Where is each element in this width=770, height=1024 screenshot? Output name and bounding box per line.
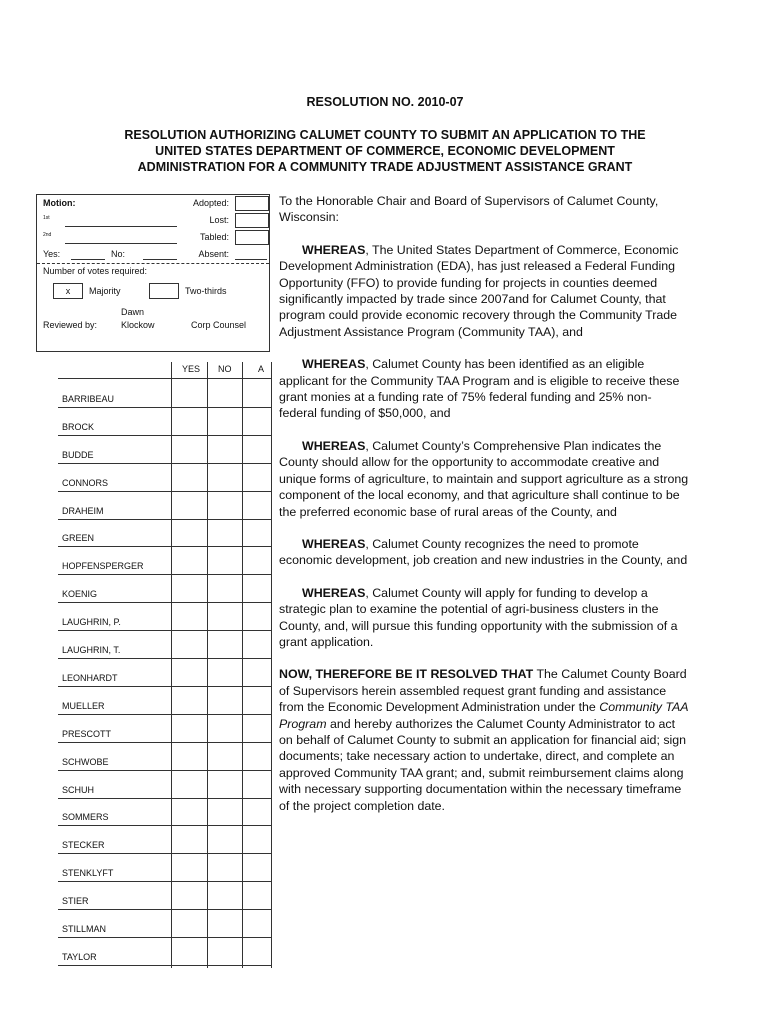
member-name: SCHWOBE — [62, 756, 109, 767]
row-rule — [58, 714, 272, 715]
row-rule — [58, 770, 272, 771]
row-rule — [58, 909, 272, 910]
member-name: KOENIG — [62, 589, 98, 600]
member-name: HOPFENSPERGER — [62, 561, 144, 572]
row-rule — [58, 574, 272, 575]
adopted-checkbox[interactable] — [235, 196, 269, 211]
whereas-paragraph-1: WHEREAS, The United States Department of Commerce, Economic Development Administration (EDA), has just released a Federal Funding Opportunity (FFO) to provide funding for projects in counties deemed significantly impacted by trade since 2007and for Calumet County, that program could provide economic recovery through the Community Trade Adjustment Assistance Program (Community TAA), and — [279, 242, 679, 339]
row-rule — [58, 658, 272, 659]
majority-checkbox[interactable]: x — [53, 283, 83, 299]
row-rule — [58, 881, 272, 882]
row-rule — [58, 686, 272, 687]
yes-label: Yes: — [43, 249, 61, 259]
member-name: DRAHEIM — [62, 505, 104, 516]
row-rule — [58, 742, 272, 743]
first-label: 1st — [43, 215, 50, 221]
vote-table — [58, 362, 272, 968]
row-rule — [58, 463, 272, 464]
two-thirds-label: Two-thirds — [185, 286, 227, 296]
column-divider — [242, 362, 243, 968]
member-name: GREEN — [62, 533, 95, 544]
whereas-paragraph-3: WHEREAS, Calumet County’s Comprehensive Plan indicates the County should allow for the opportunity to accommodate creative and unique forms of agriculture, to maintain and support agriculture as a strong component of the local economy, and that agriculture shall continue to be the preferred economic base of rural areas of the County, and — [279, 438, 689, 519]
member-name: CONNORS — [62, 477, 109, 488]
tabled-label: Tabled: — [199, 232, 229, 242]
member-name: LAUGHRIN, P. — [62, 617, 121, 628]
two-thirds-checkbox[interactable] — [149, 283, 179, 299]
member-name: STENKLYFT — [62, 868, 114, 879]
member-name: LAUGHRIN, T. — [62, 645, 121, 655]
member-name: STECKER — [62, 840, 105, 851]
row-rule — [58, 519, 272, 520]
member-name: PRESCOTT — [62, 728, 112, 739]
second-line[interactable] — [65, 243, 177, 244]
second-label: 2nd — [43, 232, 52, 238]
resolved-paragraph: NOW, THEREFORE BE IT RESOLVED THAT The Calumet County Board of Supervisors herein assembled request grant funding and assistance from the Economic Development Administration under the Community TAA Program and hereby authorizes the Calumet County Administrator to act on behalf of Calumet County to submit an application for financial aid; sign documents; take necessary action to undertake, direct, and complete an approved Community TAA grant; and, submit reimbursement claims along with necessary supporting documentation within the necessary timeframe of the project completion date. — [279, 667, 689, 813]
member-name: BROCK — [62, 421, 95, 432]
column-divider — [207, 362, 208, 968]
salutation: To the Honorable Chair and Board of Supervisors of Calumet County, Wisconsin: — [279, 194, 659, 225]
resolution-number: RESOLUTION NO. 2010-07 — [306, 95, 464, 109]
motion-label: Motion: — [43, 198, 76, 208]
header-rule — [58, 378, 272, 379]
column-header-yes: YES — [182, 364, 201, 374]
subtitle-line: ADMINISTRATION FOR A COMMUNITY TRADE ADJUSTMENT ASSISTANCE GRANT — [137, 160, 633, 174]
row-rule — [58, 965, 272, 966]
whereas-paragraph-5: WHEREAS, Calumet County will apply for funding to develop a strategic plan to examine the potential of agri-business clusters in the County, and, will pursue this funding opportunity with the submission of a grant application. — [279, 585, 678, 649]
member-name: STIER — [62, 896, 89, 907]
member-name: MUELLER — [62, 700, 105, 711]
no-label: No: — [111, 249, 126, 259]
motion-box — [36, 194, 270, 352]
row-rule — [58, 798, 272, 799]
corp-counsel-label: Corp Counsel — [191, 320, 247, 330]
reviewer-last-name: Klockow — [121, 320, 155, 330]
row-rule — [58, 853, 272, 854]
row-rule — [58, 937, 272, 938]
member-name: SCHUH — [62, 784, 95, 795]
absent-count-line[interactable] — [235, 259, 267, 260]
member-name: BUDDE — [62, 449, 94, 460]
reviewer-first-name: Dawn — [121, 307, 145, 317]
row-rule — [58, 825, 272, 826]
majority-label: Majority — [89, 286, 121, 296]
lost-checkbox[interactable] — [235, 213, 269, 228]
row-rule — [58, 546, 272, 547]
tabled-checkbox[interactable] — [235, 230, 269, 245]
no-count-line[interactable] — [143, 259, 177, 260]
member-name: TAYLOR — [62, 951, 97, 962]
lost-label: Lost: — [209, 215, 229, 225]
row-rule — [58, 491, 272, 492]
row-rule — [58, 630, 272, 631]
subtitle-line: RESOLUTION AUTHORIZING CALUMET COUNTY TO SUBMIT AN APPLICATION TO THE — [124, 128, 646, 142]
member-name: STILLMAN — [62, 924, 107, 934]
subtitle-line: UNITED STATES DEPARTMENT OF COMMERCE, ECONOMIC DEVELOPMENT — [155, 144, 615, 158]
resolution-subtitle — [0, 127, 770, 175]
reviewed-by-label: Reviewed by: — [43, 320, 98, 330]
row-rule — [58, 407, 272, 408]
yes-count-line[interactable] — [71, 259, 105, 260]
first-line[interactable] — [65, 226, 177, 227]
whereas-paragraph-2: WHEREAS, Calumet County has been identified as an eligible applicant for the Community TAA Program and is eligible to receive these grant monies at a funding rate of 75% federal funding and 25% non-federal funding of $50,000, and — [279, 357, 680, 421]
divider — [37, 263, 269, 264]
row-rule — [58, 435, 272, 436]
row-rule — [58, 602, 272, 603]
column-header-absent: A — [258, 364, 265, 374]
resolution-body — [279, 193, 689, 814]
votes-required-label: Number of votes required: — [43, 266, 148, 276]
absent-label: Absent: — [198, 249, 229, 259]
column-header-no: NO — [218, 364, 232, 374]
member-name: LEONHARDT — [62, 672, 118, 683]
whereas-paragraph-4: WHEREAS, Calumet County recognizes the need to promote economic development, job creation and new industries in the County, and — [279, 536, 688, 568]
member-name: SOMMERS — [62, 812, 109, 823]
member-name: BARRIBEAU — [62, 393, 115, 404]
adopted-label: Adopted: — [192, 198, 229, 208]
column-divider — [271, 362, 272, 968]
column-divider — [171, 362, 172, 968]
